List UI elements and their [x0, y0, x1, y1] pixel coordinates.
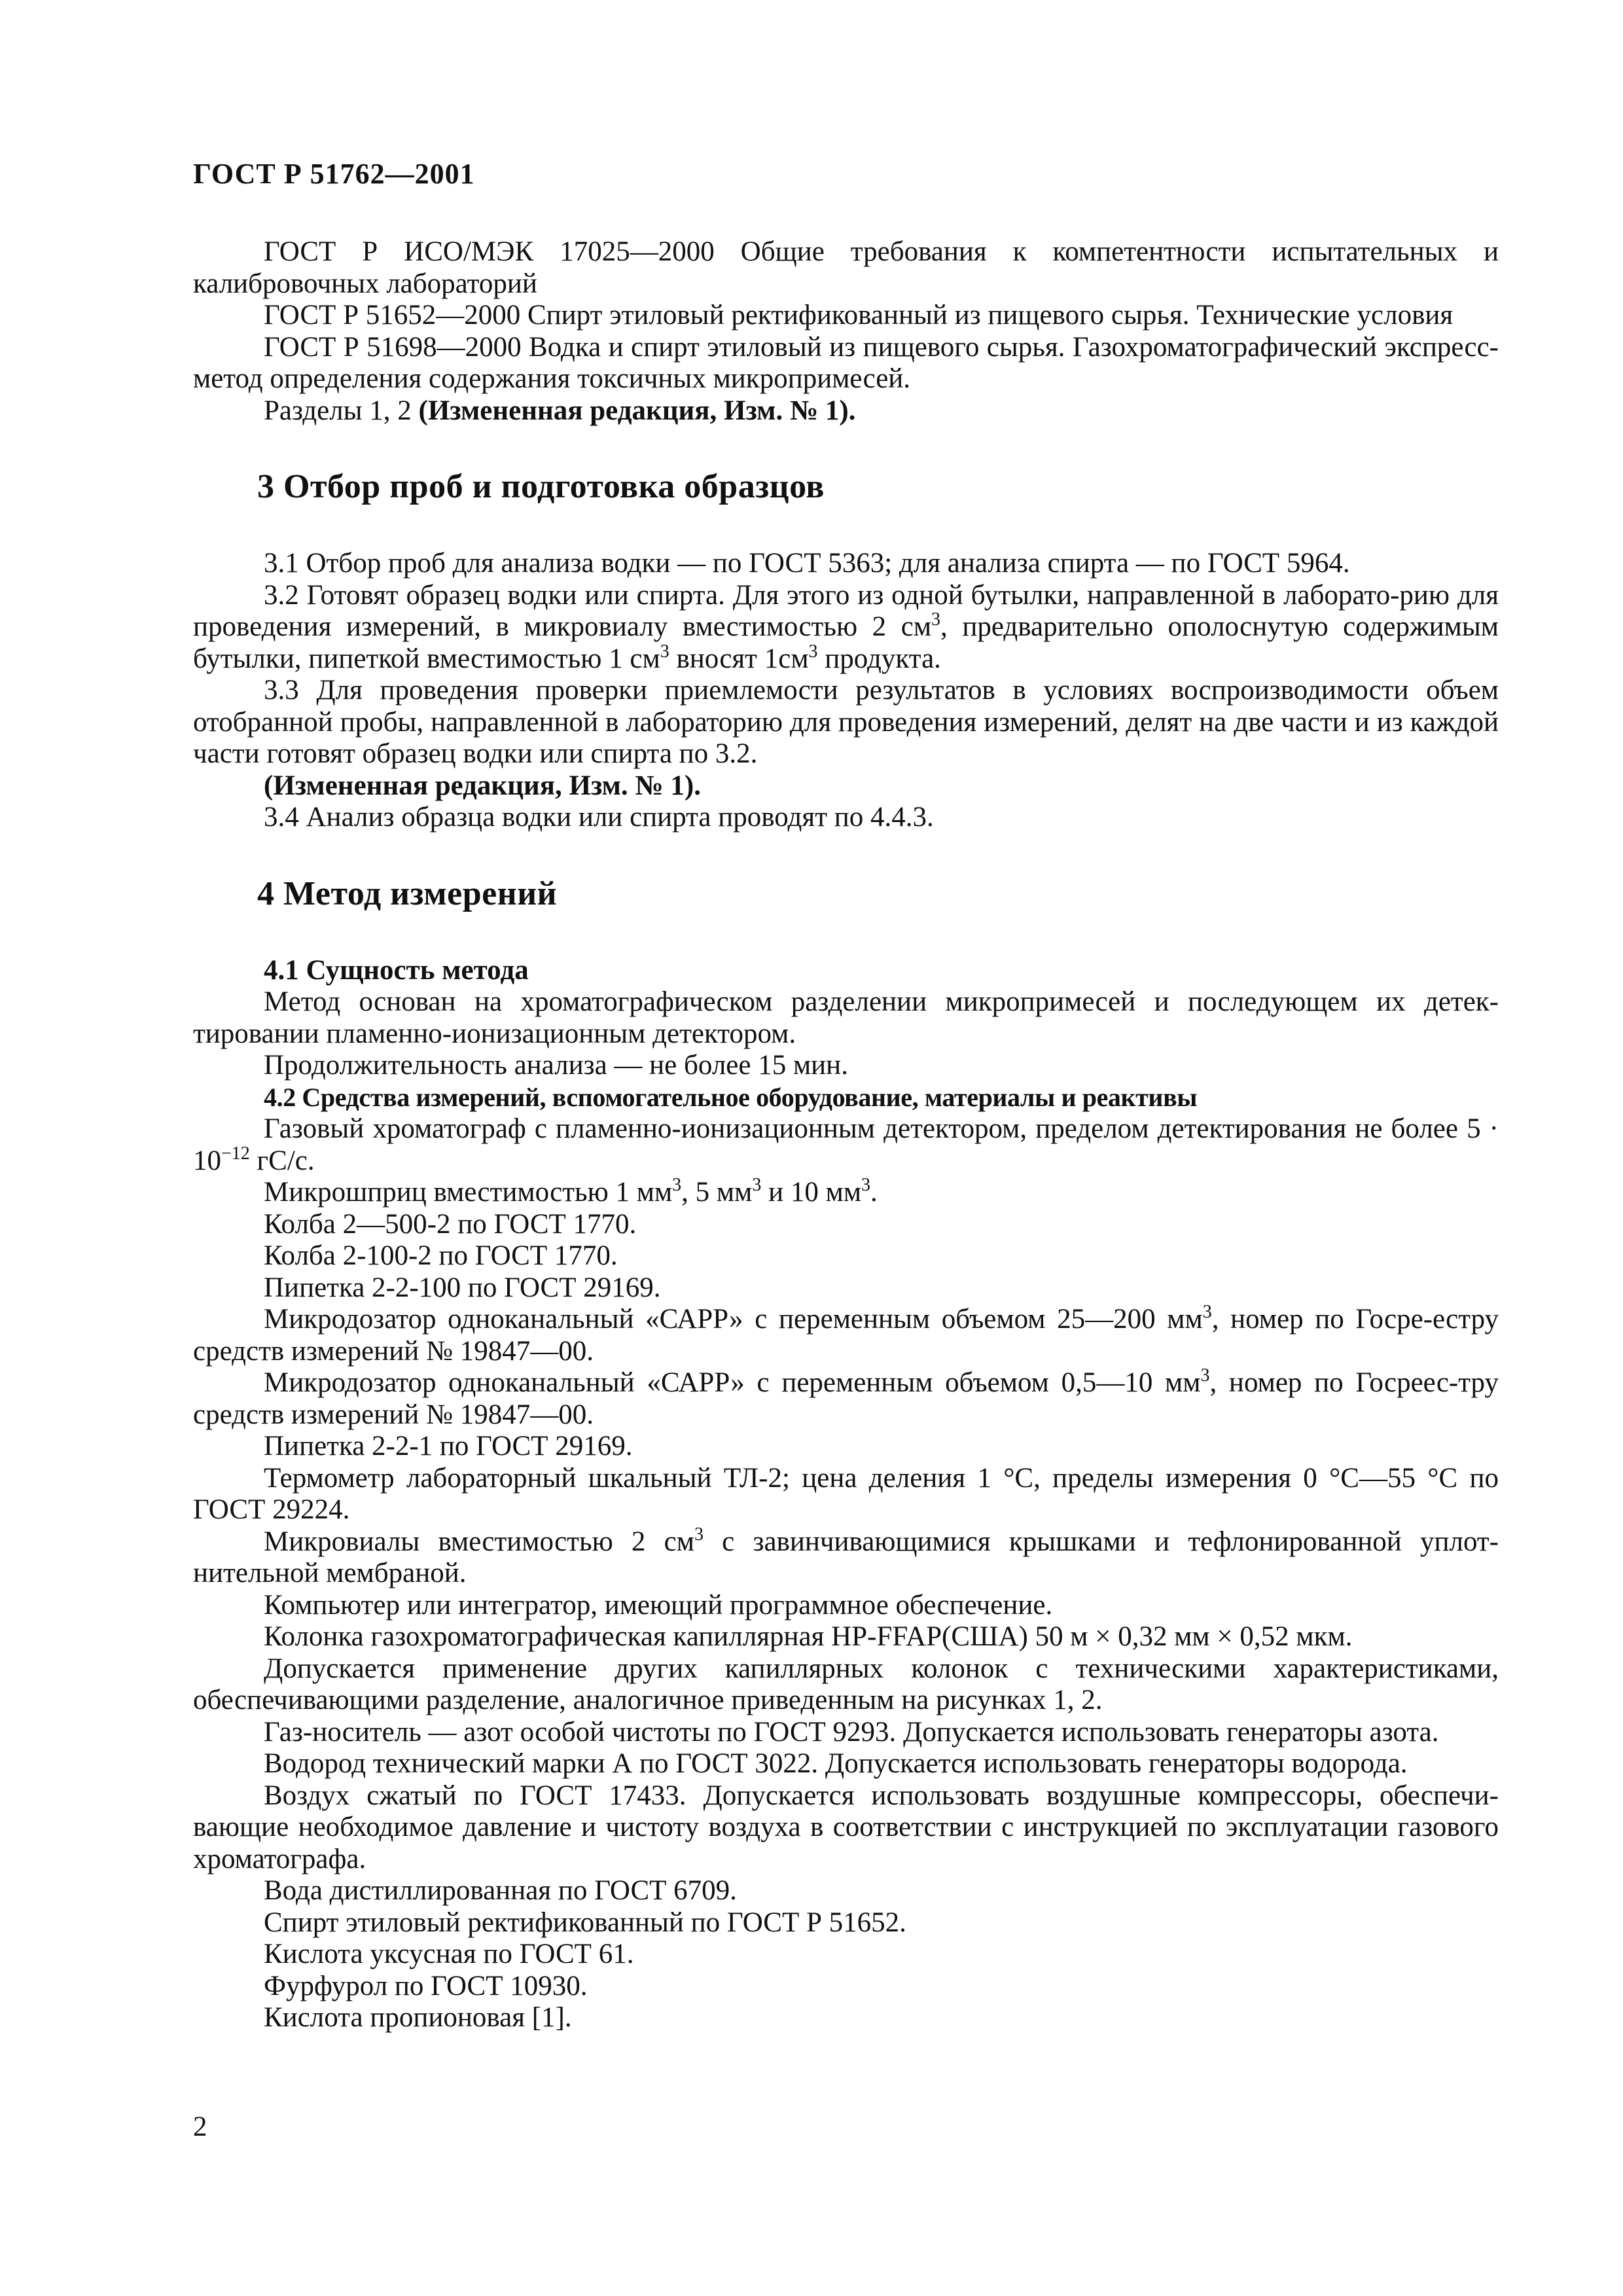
- ref-item: ГОСТ Р 51698—2000 Водка и спирт этиловый из пищевого сырья. Газохроматографический экспресс-метод определения содержания токсичных микропримесей.: [193, 331, 1499, 394]
- ref-item: ГОСТ Р 51652—2000 Спирт этиловый ректификованный из пищевого сырья. Технические условия: [264, 300, 1454, 331]
- equipment-item: Микродозатор одноканальный «САРР» с переменным объемом 25—200 $мм^3$, номер по Госре-естру средств измерений № 19847—00.: [193, 1302, 1499, 1367]
- ref-item: ГОСТ Р ИСО/МЭК 17025—2000 Общие требования к компетентности испытательных и калибровочных лабораторий: [193, 236, 1499, 299]
- equipment-item: Фурфурол по ГОСТ 10930.: [264, 1970, 588, 2001]
- equipment-item: Водород технический марки А по ГОСТ 3022. Допускается использовать генераторы водорода.: [264, 1748, 1408, 1779]
- paragraph: Метод основан на хроматографическом разделении микропримесей и последующем их детек-тировании пламенно-ионизационным детектором.: [193, 986, 1499, 1049]
- equipment-item: Газовый хроматограф с пламенно-ионизационным детектором, пределом детектирования не более $5 \cdot 10^{-12}$ гС/с.: [193, 1113, 1499, 1176]
- equipment-item: Микрошприц вместимостью 1 $мм^3$, 5 $мм^3$ и 10 $мм^3$.: [264, 1175, 878, 1208]
- equipment-item: Воздух сжатый по ГОСТ 17433. Допускается использовать воздушные компрессоры, обеспечи-вающие необходимое давление и чистоту воздуха в соответствии с инструкцией по эксплуатации газового хроматографа.: [193, 1780, 1499, 1874]
- amendment-note: (Измененная редакция, Изм. № 1).: [264, 770, 701, 801]
- section-4-title: 4 Метод измерений: [257, 874, 558, 912]
- page-number: 2: [193, 2111, 207, 2142]
- equipment-item: Пипетка 2-2-1 по ГОСТ 29169.: [264, 1431, 633, 1462]
- paragraph-3-2: 3.2 Готовят образец водки или спирта. Для этого из одной бутылки, направленной в лаборато-рию для проведения измерений, в микровиалу вместимостью 2 $см^3$, предварительно ополоснутую содержимым бутылки, пипеткой вместимостью 1 $см^3$ вносят $1см^3$ продукта.: [193, 579, 1499, 674]
- equipment-item: Термометр лабораторный шкальный ТЛ-2; цена деления 1 °С, пределы измерения 0 °С—55 °С по ГОСТ 29224.: [193, 1462, 1499, 1525]
- subsection-4-2-title: 4.2 Средства измерений, вспомогательное оборудование, материалы и реактивы: [264, 1082, 1198, 1112]
- equipment-item: Допускается применение других капиллярных колонок с техническими характеристиками, обеспечивающими разделение, аналогичное приведенным на рисунках 1, 2.: [193, 1653, 1499, 1715]
- equipment-item: Пипетка 2-2-100 по ГОСТ 29169.: [264, 1272, 661, 1303]
- equipment-item: Кислота уксусная по ГОСТ 61.: [264, 1939, 634, 1969]
- subsection-4-1-title: 4.1 Сущность метода: [264, 954, 529, 986]
- amendment-note: Разделы 1, 2 (Измененная редакция, Изм. № 1).: [264, 395, 856, 426]
- equipment-item: Вода дистиллированная по ГОСТ 6709.: [264, 1875, 737, 1906]
- equipment-item: Спирт этиловый ректификованный по ГОСТ Р 51652.: [264, 1907, 906, 1938]
- equipment-item: Колба 2-100-2 по ГОСТ 1770.: [264, 1240, 618, 1271]
- paragraph-3-3: 3.3 Для проведения проверки приемлемости результатов в условиях воспроизводимости объем отобранной пробы, направленной в лабораторию для проведения измерений, делят на две части и из каждой части готовят образец водки или спирта по 3.2.: [193, 675, 1499, 769]
- equipment-item: Микровиалы вместимостью 2 $см^3$ с завинчивающимися крышками и тефлонированной уплот-нительной мембраной.: [193, 1524, 1499, 1588]
- equipment-item: Микродозатор одноканальный «САРР» с переменным объемом 0,5—10 $мм^3$, номер по Госреес-тру средств измерений № 19847—00.: [193, 1365, 1499, 1430]
- equipment-item: Колба 2—500-2 по ГОСТ 1770.: [264, 1208, 637, 1240]
- document-page: [193, 157, 1499, 2034]
- equipment-item: Кислота пропионовая [1].: [264, 2002, 572, 2033]
- paragraph-3-4: 3.4 Анализ образца водки или спирта проводят по 4.4.3.: [264, 802, 934, 833]
- paragraph: Продолжительность анализа — не более 15 мин.: [264, 1050, 848, 1081]
- document-header: ГОСТ Р 51762—2001: [193, 158, 475, 190]
- section-3-title: 3 Отбор проб и подготовка образцов: [257, 468, 825, 505]
- equipment-item: Колонка газохроматографическая капиллярная HP-FFAP(США) 50 м × 0,32 мм × 0,52 мкм.: [264, 1621, 1353, 1652]
- paragraph-3-1: 3.1 Отбор проб для анализа водки — по ГОСТ 5363; для анализа спирта — по ГОСТ 5964.: [264, 548, 1350, 579]
- equipment-item: Газ-носитель — азот особой чистоты по ГОСТ 9293. Допускается использовать генераторы азота.: [264, 1716, 1439, 1748]
- equipment-item: Компьютер или интегратор, имеющий программное обеспечение.: [264, 1589, 1053, 1621]
